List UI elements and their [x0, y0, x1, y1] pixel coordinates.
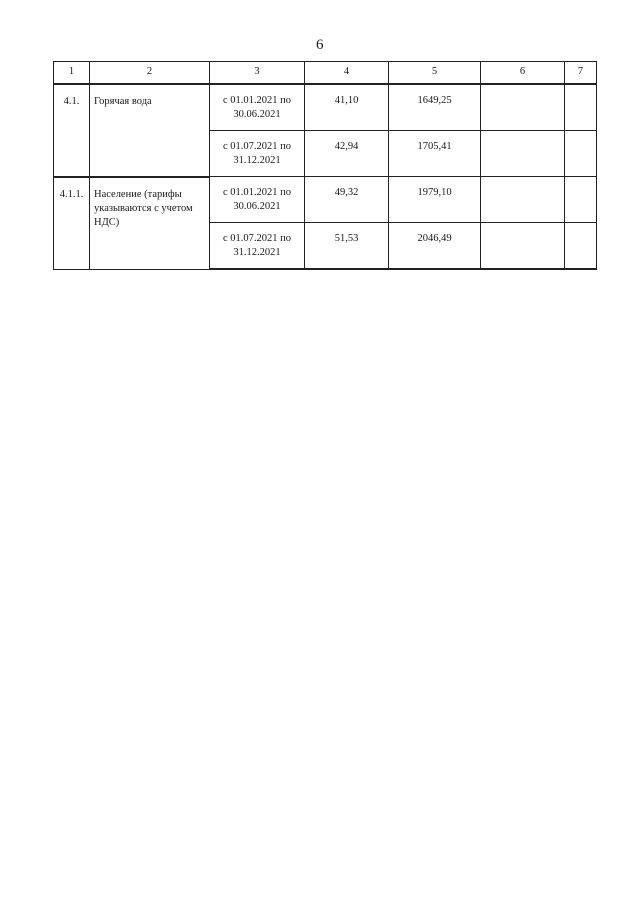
- row-name: Горячая вода: [90, 84, 210, 177]
- header-col-7: 7: [565, 62, 597, 85]
- tariff-table: [53, 61, 597, 270]
- period-cell: [210, 131, 305, 177]
- value-col-6: [481, 131, 565, 177]
- value-col-5: 1979,10: [389, 177, 481, 223]
- header-col-3: 3: [210, 62, 305, 85]
- period-end: 31.12.2021: [233, 247, 281, 259]
- period-start: с 01.01.2021 по: [222, 95, 292, 106]
- period-start: с 01.07.2021 по: [222, 141, 292, 152]
- period-end: 30.06.2021: [233, 109, 281, 121]
- period-end: 30.06.2021: [233, 201, 281, 213]
- period-start: с 01.07.2021 по: [222, 233, 292, 244]
- table-row: [54, 84, 597, 131]
- header-col-5: 5: [389, 62, 481, 85]
- header-row: [54, 62, 597, 85]
- value-col-5: 1705,41: [389, 131, 481, 177]
- table-body: [54, 84, 597, 269]
- period-start: с 01.01.2021 по: [222, 187, 292, 198]
- value-col-7: [565, 131, 597, 177]
- value-col-6: [481, 223, 565, 270]
- period-end: 31.12.2021: [233, 155, 281, 167]
- value-col-4: 49,32: [305, 177, 389, 223]
- period-cell: [210, 177, 305, 223]
- header-col-4: 4: [305, 62, 389, 85]
- row-name: Население (тарифы указываются с учетом НДС): [90, 177, 210, 270]
- table-row: [54, 177, 597, 223]
- value-col-4: 42,94: [305, 131, 389, 177]
- value-col-5: 2046,49: [389, 223, 481, 270]
- row-number: 4.1.1.: [54, 177, 90, 270]
- page-number: 6: [316, 37, 324, 53]
- header-col-1: 1: [54, 62, 90, 85]
- value-col-4: 51,53: [305, 223, 389, 270]
- period-cell: [210, 84, 305, 131]
- header-col-2: 2: [90, 62, 210, 85]
- row-number: 4.1.: [54, 84, 90, 177]
- value-col-7: [565, 177, 597, 223]
- value-col-7: [565, 84, 597, 131]
- table-header: [54, 62, 597, 85]
- value-col-6: [481, 177, 565, 223]
- value-col-7: [565, 223, 597, 270]
- period-cell: [210, 223, 305, 270]
- value-col-4: 41,10: [305, 84, 389, 131]
- header-col-6: 6: [481, 62, 565, 85]
- value-col-6: [481, 84, 565, 131]
- value-col-5: 1649,25: [389, 84, 481, 131]
